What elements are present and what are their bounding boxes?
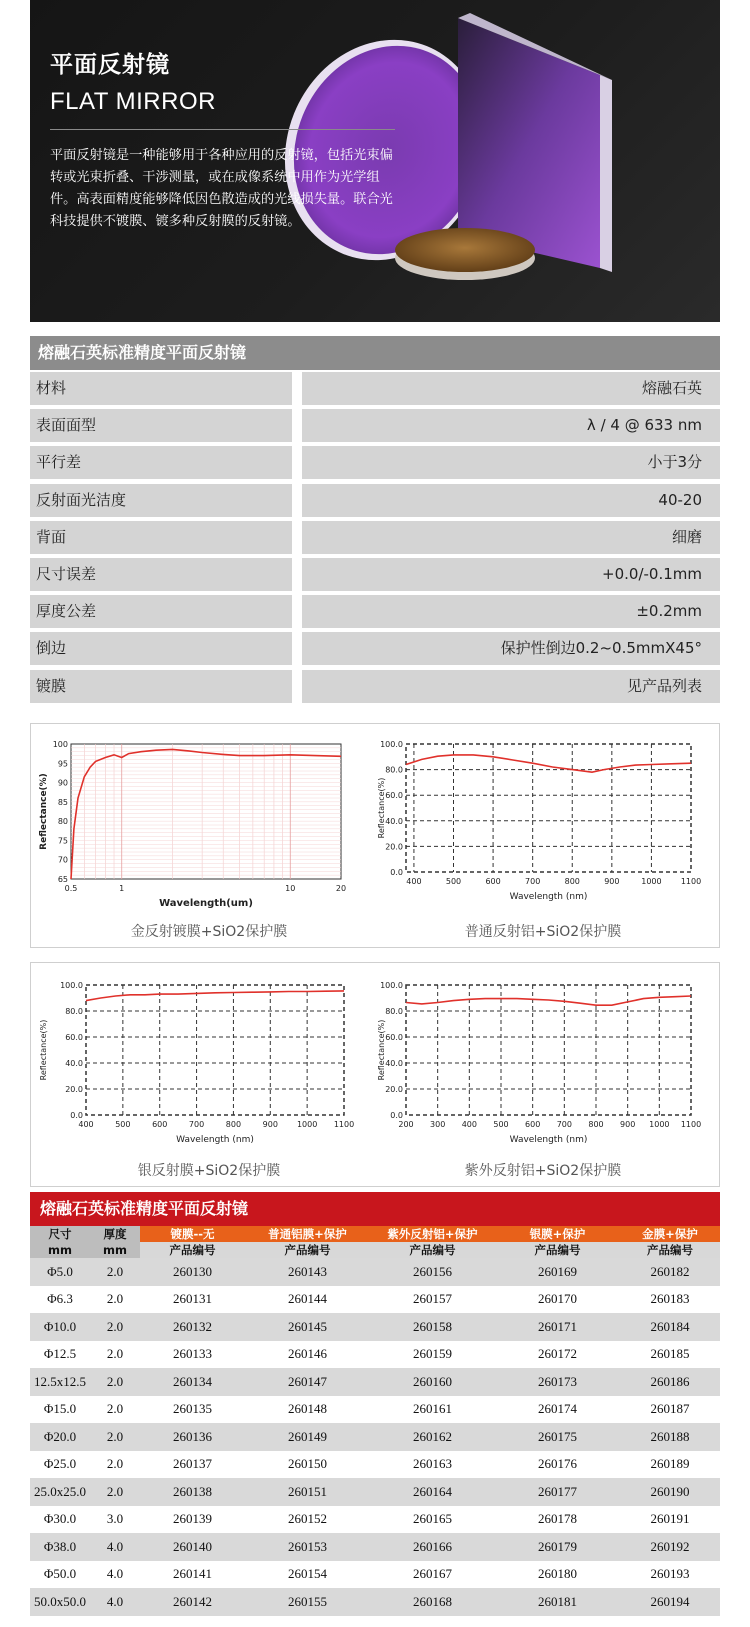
- cell-part-silver: 260169: [495, 1258, 620, 1286]
- cell-part-aluminum: 260146: [245, 1341, 370, 1369]
- cell-part-none: 260133: [140, 1341, 245, 1369]
- cell-part-none: 260140: [140, 1533, 245, 1561]
- x-tick-label: 400: [406, 877, 422, 886]
- x-tick-label: 800: [225, 1120, 242, 1129]
- table-row: [30, 1313, 720, 1341]
- y-tick-label: 100.0: [380, 740, 403, 749]
- table-row: [30, 1451, 720, 1479]
- cell-part-none: 260134: [140, 1368, 245, 1396]
- spec-row: [30, 632, 720, 665]
- cell-part-uv-aluminum: 260160: [370, 1368, 495, 1396]
- spec-value: 细磨: [302, 521, 720, 554]
- spec-label: 背面: [30, 521, 292, 554]
- cell-part-gold: 260193: [620, 1561, 720, 1589]
- hero-title: 平面反射镜: [50, 52, 170, 78]
- y-tick-label: 100.0: [380, 981, 403, 990]
- spec-value: ±0.2mm: [302, 595, 720, 628]
- table-row: [30, 1341, 720, 1369]
- cell-thickness: 2.0: [90, 1423, 140, 1451]
- x-tick-label: 1100: [680, 1120, 702, 1129]
- plot-area: [86, 985, 344, 1115]
- table-row: [30, 1423, 720, 1451]
- spec-row: [30, 446, 720, 479]
- cell-part-aluminum: 260144: [245, 1286, 370, 1314]
- col-coating-none: 镀膜--无: [140, 1226, 245, 1242]
- x-tick-label: 900: [604, 877, 620, 886]
- x-tick-label: 700: [556, 1120, 572, 1129]
- cell-part-aluminum: 260145: [245, 1313, 370, 1341]
- x-tick-label: 400: [461, 1120, 477, 1129]
- cell-thickness: 3.0: [90, 1506, 140, 1534]
- x-tick-label: 900: [262, 1120, 278, 1129]
- y-axis-label: Reflectance(%): [39, 773, 49, 850]
- x-tick-label: 500: [445, 877, 462, 886]
- cell-size: 50.0x50.0: [30, 1588, 90, 1616]
- y-tick-label: 0.0: [390, 1111, 403, 1120]
- y-axis-label: Reflectance(%): [377, 777, 386, 839]
- y-axis-label: Reflectance(%): [377, 1019, 386, 1081]
- chart-panel-top: [30, 723, 720, 948]
- x-tick-label: 600: [152, 1120, 168, 1129]
- col-thickness-header: 厚度: [90, 1226, 140, 1242]
- x-tick-label: 600: [485, 877, 501, 886]
- cell-part-silver: 260170: [495, 1286, 620, 1314]
- y-tick-label: 80.0: [385, 1007, 403, 1016]
- x-tick-label: 700: [188, 1120, 205, 1129]
- cell-thickness: 2.0: [90, 1258, 140, 1286]
- spec-value: λ / 4 @ 633 nm: [302, 409, 720, 442]
- y-tick-label: 40.0: [65, 1059, 83, 1068]
- y-tick-label: 80: [57, 817, 68, 827]
- y-tick-label: 70: [57, 855, 68, 865]
- y-tick-label: 100.0: [60, 981, 83, 990]
- y-tick-label: 90: [57, 778, 68, 788]
- cell-part-none: 260136: [140, 1423, 245, 1451]
- cell-part-aluminum: 260155: [245, 1588, 370, 1616]
- x-tick-label: 1100: [333, 1120, 355, 1129]
- x-tick-label: 0.5: [64, 884, 78, 893]
- cell-part-uv-aluminum: 260156: [370, 1258, 495, 1286]
- chart-aluminum-reflectance: [376, 734, 716, 919]
- cell-part-uv-aluminum: 260162: [370, 1423, 495, 1451]
- cell-part-aluminum: 260150: [245, 1451, 370, 1479]
- cell-part-none: 260138: [140, 1478, 245, 1506]
- cell-thickness: 2.0: [90, 1396, 140, 1424]
- cell-part-gold: 260187: [620, 1396, 720, 1424]
- y-tick-label: 60.0: [385, 1033, 403, 1042]
- x-tick-label: 600: [525, 1120, 541, 1129]
- y-tick-label: 0.0: [390, 868, 403, 877]
- spec-value: 小于3分: [302, 446, 720, 479]
- cell-part-silver: 260180: [495, 1561, 620, 1589]
- cell-part-uv-aluminum: 260165: [370, 1506, 495, 1534]
- y-tick-label: 60.0: [385, 791, 403, 801]
- col-coating-aluminum: 普通铝膜+保护: [245, 1226, 370, 1242]
- cell-part-gold: 260183: [620, 1286, 720, 1314]
- cell-size: Φ6.3: [30, 1286, 90, 1314]
- chart-caption-uv-aluminum: 紫外反射铝+SiO2保护膜: [464, 1163, 622, 1179]
- x-tick-label: 300: [430, 1120, 446, 1129]
- cell-thickness: 4.0: [90, 1533, 140, 1561]
- y-tick-label: 80.0: [65, 1007, 83, 1016]
- cell-part-aluminum: 260149: [245, 1423, 370, 1451]
- cell-part-aluminum: 260153: [245, 1533, 370, 1561]
- cell-part-none: 260137: [140, 1451, 245, 1479]
- product-table: [30, 1226, 720, 1616]
- sub-header-part-no: 产品编号: [370, 1242, 495, 1258]
- x-tick-label: 1000: [649, 1120, 670, 1129]
- cell-part-gold: 260194: [620, 1588, 720, 1616]
- cell-thickness: 2.0: [90, 1313, 140, 1341]
- col-size-header: 尺寸: [30, 1226, 90, 1242]
- table-row: [30, 1368, 720, 1396]
- plot-area: [71, 744, 341, 879]
- y-tick-label: 20.0: [65, 1085, 83, 1094]
- x-tick-label: 20: [335, 884, 347, 893]
- col-coating-uv-aluminum: 紫外反射铝+保护: [370, 1226, 495, 1242]
- spec-value: 保护性倒边0.2~0.5mmX45°: [302, 632, 720, 665]
- cell-part-uv-aluminum: 260164: [370, 1478, 495, 1506]
- cell-part-gold: 260182: [620, 1258, 720, 1286]
- spec-label: 反射面光洁度: [30, 484, 292, 517]
- cell-part-silver: 260172: [495, 1341, 620, 1369]
- chart-panel-bottom: [30, 962, 720, 1187]
- cell-thickness: 4.0: [90, 1588, 140, 1616]
- col-coating-silver: 银膜+保护: [495, 1226, 620, 1242]
- y-tick-label: 75: [57, 836, 68, 846]
- cell-size: Φ30.0: [30, 1506, 90, 1534]
- x-axis-label: Wavelength (nm): [509, 1135, 588, 1145]
- spec-label: 表面面型: [30, 409, 292, 442]
- spec-section-header: 熔融石英标准精度平面反射镜: [30, 336, 720, 370]
- spec-label: 材料: [30, 372, 292, 405]
- spec-row: [30, 670, 720, 703]
- cell-part-silver: 260178: [495, 1506, 620, 1534]
- sub-header-part-no: 产品编号: [245, 1242, 370, 1258]
- plot-area: [406, 985, 691, 1115]
- cell-size: 25.0x25.0: [30, 1478, 90, 1506]
- cell-thickness: 2.0: [90, 1368, 140, 1396]
- cell-part-gold: 260191: [620, 1506, 720, 1534]
- cell-part-none: 260135: [140, 1396, 245, 1424]
- cell-part-gold: 260186: [620, 1368, 720, 1396]
- x-tick-label: 400: [78, 1120, 94, 1129]
- cell-part-silver: 260176: [495, 1451, 620, 1479]
- spec-value: +0.0/-0.1mm: [302, 558, 720, 591]
- cell-part-gold: 260184: [620, 1313, 720, 1341]
- product-table-body: [30, 1258, 720, 1616]
- cell-thickness: 2.0: [90, 1341, 140, 1369]
- spec-row: [30, 521, 720, 554]
- cell-part-none: 260142: [140, 1588, 245, 1616]
- x-tick-label: 800: [564, 877, 580, 886]
- col-thickness-unit: mm: [90, 1242, 140, 1258]
- cell-part-aluminum: 260154: [245, 1561, 370, 1589]
- spec-label: 尺寸误差: [30, 558, 292, 591]
- y-tick-label: 100: [52, 740, 68, 749]
- y-tick-label: 0.0: [70, 1111, 83, 1120]
- spec-row: [30, 409, 720, 442]
- cell-part-aluminum: 260151: [245, 1478, 370, 1506]
- x-tick-label: 10: [285, 884, 296, 893]
- y-tick-label: 60.0: [65, 1033, 83, 1042]
- hero-banner: [30, 0, 720, 322]
- chart-gold-reflectance: [36, 734, 366, 919]
- spec-row: [30, 558, 720, 591]
- cell-part-aluminum: 260152: [245, 1506, 370, 1534]
- hero-subtitle: FLAT MIRROR: [50, 88, 216, 115]
- cell-part-uv-aluminum: 260161: [370, 1396, 495, 1424]
- cell-part-uv-aluminum: 260157: [370, 1286, 495, 1314]
- cell-part-gold: 260189: [620, 1451, 720, 1479]
- spec-label: 倒边: [30, 632, 292, 665]
- spec-row: [30, 484, 720, 517]
- col-coating-gold: 金膜+保护: [620, 1226, 720, 1242]
- cell-size: Φ38.0: [30, 1533, 90, 1561]
- spec-value: 熔融石英: [302, 372, 720, 405]
- cell-part-uv-aluminum: 260163: [370, 1451, 495, 1479]
- x-tick-label: 1: [119, 884, 125, 893]
- cell-size: 12.5x12.5: [30, 1368, 90, 1396]
- y-axis-label: Reflectance(%): [39, 1019, 48, 1081]
- cell-part-gold: 260192: [620, 1533, 720, 1561]
- table-row: [30, 1258, 720, 1286]
- table-row: [30, 1506, 720, 1534]
- cell-part-silver: 260175: [495, 1423, 620, 1451]
- cell-size: Φ20.0: [30, 1423, 90, 1451]
- cell-part-aluminum: 260148: [245, 1396, 370, 1424]
- cell-size: Φ12.5: [30, 1341, 90, 1369]
- cell-size: Φ15.0: [30, 1396, 90, 1424]
- x-tick-label: 500: [115, 1120, 131, 1129]
- cell-size: Φ50.0: [30, 1561, 90, 1589]
- spec-row: [30, 372, 720, 405]
- spec-value: 40-20: [302, 484, 720, 517]
- cell-part-gold: 260188: [620, 1423, 720, 1451]
- cell-part-none: 260130: [140, 1258, 245, 1286]
- x-axis-label: Wavelength(um): [159, 898, 253, 909]
- y-tick-label: 20.0: [385, 842, 403, 852]
- chart-silver-reflectance: [36, 973, 376, 1158]
- x-tick-label: 1100: [680, 877, 702, 886]
- cell-part-silver: 260171: [495, 1313, 620, 1341]
- spec-value: 见产品列表: [302, 670, 720, 703]
- cell-part-silver: 260177: [495, 1478, 620, 1506]
- cell-part-uv-aluminum: 260167: [370, 1561, 495, 1589]
- cell-part-uv-aluminum: 260158: [370, 1313, 495, 1341]
- y-tick-label: 85: [57, 797, 68, 807]
- y-tick-label: 80.0: [385, 765, 403, 775]
- y-tick-label: 40.0: [385, 1059, 403, 1068]
- spec-label: 镀膜: [30, 670, 292, 703]
- spec-row: [30, 595, 720, 628]
- y-tick-label: 20.0: [385, 1085, 403, 1094]
- x-tick-label: 700: [525, 877, 541, 886]
- plot-area: [406, 744, 691, 872]
- x-tick-label: 900: [620, 1120, 636, 1129]
- table-row: [30, 1396, 720, 1424]
- cell-part-uv-aluminum: 260166: [370, 1533, 495, 1561]
- cell-part-uv-aluminum: 260168: [370, 1588, 495, 1616]
- chart-uv-aluminum-reflectance: [376, 973, 716, 1158]
- cell-thickness: 2.0: [90, 1478, 140, 1506]
- x-axis-label: Wavelength (nm): [509, 892, 588, 902]
- table-row: [30, 1561, 720, 1589]
- cell-part-aluminum: 260143: [245, 1258, 370, 1286]
- col-size-unit: mm: [30, 1242, 90, 1258]
- hero-divider: [50, 129, 395, 130]
- cell-part-none: 260139: [140, 1506, 245, 1534]
- cell-part-silver: 260174: [495, 1396, 620, 1424]
- x-tick-label: 200: [398, 1120, 414, 1129]
- cell-part-gold: 260185: [620, 1341, 720, 1369]
- y-tick-label: 40.0: [385, 816, 403, 826]
- cell-part-silver: 260179: [495, 1533, 620, 1561]
- cell-thickness: 2.0: [90, 1286, 140, 1314]
- cell-size: Φ25.0: [30, 1451, 90, 1479]
- cell-size: Φ10.0: [30, 1313, 90, 1341]
- cell-part-silver: 260181: [495, 1588, 620, 1616]
- cell-part-none: 260132: [140, 1313, 245, 1341]
- sub-header-part-no: 产品编号: [140, 1242, 245, 1258]
- cell-part-silver: 260173: [495, 1368, 620, 1396]
- cell-part-none: 260141: [140, 1561, 245, 1589]
- x-tick-label: 1000: [641, 877, 662, 886]
- cell-thickness: 4.0: [90, 1561, 140, 1589]
- cell-part-gold: 260190: [620, 1478, 720, 1506]
- cell-thickness: 2.0: [90, 1451, 140, 1479]
- spec-label: 平行差: [30, 446, 292, 479]
- x-tick-label: 1000: [296, 1120, 318, 1129]
- cell-part-aluminum: 260147: [245, 1368, 370, 1396]
- y-tick-label: 95: [57, 759, 68, 769]
- cell-part-none: 260131: [140, 1286, 245, 1314]
- product-table-title: 熔融石英标准精度平面反射镜: [30, 1192, 720, 1226]
- sub-header-part-no: 产品编号: [495, 1242, 620, 1258]
- x-axis-label: Wavelength (nm): [176, 1135, 254, 1145]
- chart-caption-silver: 银反射膜+SiO2保护膜: [137, 1163, 281, 1179]
- hero-description: 平面反射镜是一种能够用于各种应用的反射镜，包括光束偏转或光束折叠、干涉测量，或在成像系统中用作为光学组件。高表面精度能够降低因色散造成的光线损失量。联合光科技提供不镀膜、镀多种反射膜的反射镜。: [50, 148, 393, 229]
- table-row: [30, 1478, 720, 1506]
- table-row: [30, 1588, 720, 1616]
- y-tick-label: 65: [57, 875, 68, 884]
- chart-caption-aluminum: 普通反射铝+SiO2保护膜: [464, 924, 622, 940]
- cell-size: Φ5.0: [30, 1258, 90, 1286]
- cell-part-uv-aluminum: 260159: [370, 1341, 495, 1369]
- table-row: [30, 1533, 720, 1561]
- sub-header-part-no: 产品编号: [620, 1242, 720, 1258]
- table-row: [30, 1286, 720, 1314]
- spec-label: 厚度公差: [30, 595, 292, 628]
- x-tick-label: 500: [493, 1120, 509, 1129]
- chart-caption-gold: 金反射镀膜+SiO2保护膜: [130, 924, 288, 940]
- x-tick-label: 800: [588, 1120, 604, 1129]
